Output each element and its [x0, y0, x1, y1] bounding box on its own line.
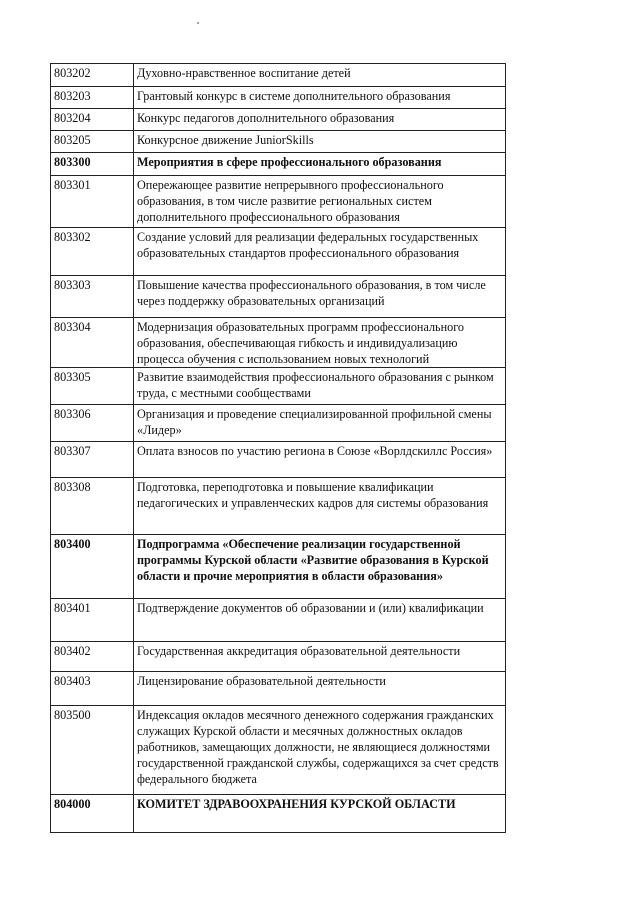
row-text: Организация и проведение специализированной профильной смены «Лидер»: [134, 405, 506, 442]
row-code: 803401: [51, 599, 134, 642]
table-row: [51, 795, 506, 833]
table-row: [51, 228, 506, 276]
table-row: [51, 153, 506, 176]
row-text: КОМИТЕТ ЗДРАВООХРАНЕНИЯ КУРСКОЙ ОБЛАСТИ: [134, 795, 506, 833]
row-text: Конкурс педагогов дополнительного образования: [134, 109, 506, 131]
table-row: [51, 535, 506, 599]
table-row: [51, 642, 506, 672]
row-code: 803500: [51, 706, 134, 795]
row-code: 803305: [51, 368, 134, 405]
table-row: [51, 706, 506, 795]
table-row: [51, 109, 506, 131]
row-text: Государственная аккредитация образовательной деятельности: [134, 642, 506, 672]
table-row: [51, 672, 506, 706]
row-text: Духовно-нравственное воспитание детей: [134, 64, 506, 87]
row-text: Подготовка, переподготовка и повышение квалификации педагогических и управленческих кадров для системы образования: [134, 478, 506, 535]
row-code: 803202: [51, 64, 134, 87]
table-row: [51, 176, 506, 228]
row-code: 803400: [51, 535, 134, 599]
row-text: Создание условий для реализации федеральных государственных образовательных стандартов профессионального образования: [134, 228, 506, 276]
row-text: Оплата взносов по участию региона в Союзе «Ворлдскиллс Россия»: [134, 442, 506, 478]
table-row: [51, 599, 506, 642]
row-text: Мероприятия в сфере профессионального образования: [134, 153, 506, 176]
row-code: 803307: [51, 442, 134, 478]
table-row: [51, 87, 506, 109]
table-row: [51, 64, 506, 87]
table-row: [51, 276, 506, 318]
row-code: 803403: [51, 672, 134, 706]
row-code: 803308: [51, 478, 134, 535]
table-row: [51, 131, 506, 153]
row-text: Грантовый конкурс в системе дополнительного образования: [134, 87, 506, 109]
table-row: [51, 405, 506, 442]
row-text: Индексация окладов месячного денежного содержания гражданских служащих Курской области и месячных должностных окладов работников, замещающих должности, не являющиеся должностями государственной гражданской службы, содержащихся за счет средств федерального бюджета: [134, 706, 506, 795]
row-code: 803205: [51, 131, 134, 153]
row-code: 803304: [51, 318, 134, 368]
row-code: 803203: [51, 87, 134, 109]
row-text: Развитие взаимодействия профессионального образования с рынком труда, с местными сообществами: [134, 368, 506, 405]
row-text: Повышение качества профессионального образования, в том числе через поддержку образовательных организаций: [134, 276, 506, 318]
classification-table: [50, 63, 506, 833]
row-text: Модернизация образовательных программ профессионального образования, обеспечивающая гибкость и индивидуализацию процесса обучения с использованием новых технологий: [134, 318, 506, 368]
row-text: Лицензирование образовательной деятельности: [134, 672, 506, 706]
table-row: [51, 442, 506, 478]
row-code: 803303: [51, 276, 134, 318]
table-row: [51, 318, 506, 368]
row-code: 803300: [51, 153, 134, 176]
row-text: Опережающее развитие непрерывного профессионального образования, в том числе развитие региональных систем дополнительного профессионального образования: [134, 176, 506, 228]
row-code: 803301: [51, 176, 134, 228]
row-code: 803204: [51, 109, 134, 131]
row-code: 803302: [51, 228, 134, 276]
table-row: [51, 368, 506, 405]
row-text: Подпрограмма «Обеспечение реализации государственной программы Курской области «Развитие образования в Курской области и прочие мероприятия в области образования»: [134, 535, 506, 599]
row-code: 804000: [51, 795, 134, 833]
row-text: Подтверждение документов об образовании и (или) квалификации: [134, 599, 506, 642]
row-code: 803306: [51, 405, 134, 442]
table-row: [51, 478, 506, 535]
row-code: 803402: [51, 642, 134, 672]
row-text: Конкурсное движение JuniorSkills: [134, 131, 506, 153]
scan-speck: [197, 22, 199, 24]
